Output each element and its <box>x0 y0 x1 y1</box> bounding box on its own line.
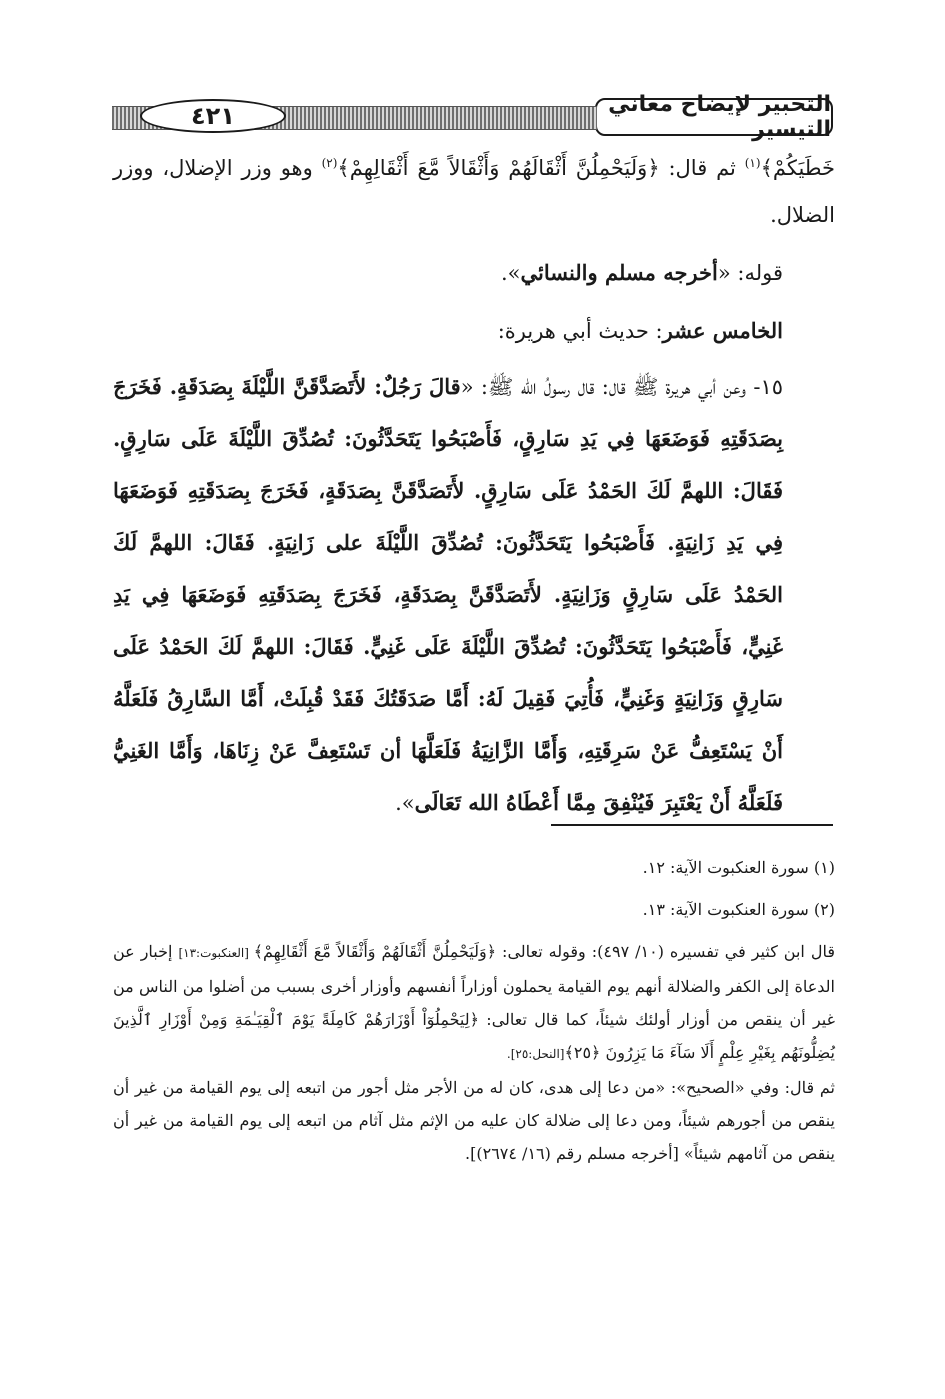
hadith-intro: ١٥- وعن أبي هريرة ﷺ قال: قال رسولُ الله ﷺ: « <box>460 375 783 399</box>
footnote-1: (١) سورة العنكبوت الآية: ١٢. <box>642 858 835 877</box>
footnote-ref-1: (١) <box>744 156 761 170</box>
commentary-1-ref2: [النحل:٢٥]. <box>506 1047 565 1061</box>
qawluh-bold: أخرجه مسلم والنسائي <box>520 260 718 285</box>
qawluh-paragraph <box>113 249 835 297</box>
section-number: الخامس عشر <box>662 318 783 343</box>
footnotes <box>113 851 835 1170</box>
commentary-1-ref: [العنكبوت:١٣] <box>178 946 254 960</box>
qawluh-suffix: ». <box>500 261 521 285</box>
qawluh-prefix: قوله: « <box>717 261 783 285</box>
section-title: : حديث أبي هريرة: <box>497 319 663 343</box>
hadith-text: قالَ رَجُلٌ: لأَتَصَدَّقَنَّ اللَّيْلَةَ بِصَدَقَةٍ. فَخَرَجَ بِصَدَقَتِهِ فَوَضَعَهَا فِي يَدِ سَارِقٍ، فَأَصْبَحُوا يَتَحَدَّثُونَ: تُصُدِّقَ اللَّيْلَةَ عَلَى سَارِقٍ. فَقَالَ: اللهمَّ لَكَ الحَمْدُ عَلَى سَارِقٍ. لأَتَصَدَّقَنَّ بِصَدَقَةٍ، فَخَرَجَ بِصَدَقَتِهِ فَوَضَعَهَا فِي يَدِ زَانِيَةٍ. فَأَصْبَحُوا يَتَحَدَّثُونَ: تُصُدِّقَ اللَّيْلَةَ على زَانِيَةٍ. فَقَالَ: اللهمَّ لَكَ الحَمْدُ عَلَى سَارِقٍ وَزَانِيَةٍ. لأَتَصَدَّقَنَّ بِصَدَقَةٍ، فَخَرَجَ بِصَدَقَتِهِ فَوَضَعَهَا فِي يَدِ غَنِيٍّ، فَأَصْبَحُوا يَتَحَدَّثُونَ: تُصُدِّقَ اللَّيْلَةَ عَلَى غَنِيٍّ. فَقَالَ: اللهمَّ لَكَ الحَمْدُ عَلَى سَارِقٍ وَزَانِيَةٍ وَغَنِيٍّ، فَأُتِيَ فَقِيلَ لَهُ: أَمَّا صَدَقَتُكَ فَقَدْ قُبِلَتْ، أَمَّا السَّارِقُ فَلَعَلَّهُ أَنْ يَسْتَعِفُّ عَنْ سَرِقَتِهِ، وَأَمَّا الزَّانِيَةُ فَلَعَلَّهَا أن تَسْتَعِفَّ عَنْ زِنَاهَا، وَأَمَّا الغَنِيُّ فَلَعَلَّهُ أَنْ يَعْتَبِرَ فَيُنْفِقَ مِمَّا أَعْطَاهُ الله تَعَالَى <box>113 374 783 815</box>
text-thumma-qal: ثم قال: <box>659 156 745 180</box>
commentary-1-a: قال ابن كثير في تفسيره (١٠/ ٤٩٧): وقوله تعالى: <box>496 942 836 961</box>
text-wizr: وهو وزر الإضلال، ووزر الضلال. <box>113 156 835 227</box>
page-number-oval <box>140 99 286 133</box>
hadith-paragraph <box>113 361 835 829</box>
footnote-divider <box>551 824 833 826</box>
commentary-ibn-kathir <box>113 935 835 1071</box>
continuation-paragraph <box>113 145 835 239</box>
footnote-commentary <box>113 935 835 1170</box>
footnote-ref-2: (٢) <box>321 156 338 170</box>
book-title-box <box>595 92 833 142</box>
commentary-1-quran: ﴿وَلَيَحْمِلُنَّ أَثْقَالَهُمْ وَأَثْقَالاً مَّعَ أَثْقَالِهِمْ﴾ <box>253 942 497 961</box>
footnote-2: (٢) سورة العنكبوت الآية: ١٣. <box>642 900 835 919</box>
commentary-1-quran2: ﴿لِيَحْمِلُوٓاْ أَوْزَارَهُمْ كَامِلَةً يَوْمَ ٱلْقِيَـٰمَةِ وَمِنْ أَوْزَارِ ٱلَّذِينَ يُضِلُّونَهُم بِغَيْرِ عِلْمٍ أَلَا سَآءَ مَا يَزِرُونَ ﴿٢٥﴾ <box>113 1010 835 1062</box>
commentary-sahih: ثم قال: وفي «الصحيح»: «من دعا إلى هدى، كان له من الأجر مثل أجور من اتبعه إلى يوم القيامة من غير أن ينقص من أجورهم شيئاً، ومن دعا إلى ضلالة كان عليه من الإثم مثل آثام من اتبعه إلى يوم القيامة من غير أن ينقص من آثامهم شيئاً» [أخرجه مسلم رقم (١٦/ ٢٦٧٤)]. <box>113 1078 835 1163</box>
book-title: التحبير لإيضاح معاني التيسير <box>608 92 831 142</box>
section-heading <box>113 307 835 355</box>
quran-fragment-1: خَطَيَكُمْ﴾ <box>760 156 835 180</box>
page-number: ٤٢١ <box>191 102 235 130</box>
main-text <box>113 145 835 829</box>
quran-verse-13: ﴿وَلَيَحْمِلُنَّ أَثْقَالَهُمْ وَأَثْقَالاً مَّعَ أَثْقَالِهِمْ﴾ <box>337 156 660 180</box>
page-header <box>112 92 833 142</box>
hadith-close: ». <box>395 791 415 815</box>
commentary-1-b: إخبار عن الدعاة إلى الكفر والضلالة أنهم يوم القيامة يحملون أوزاراً أنفسهم وأوزار أخرى بسبب من أضلوا من الناس من غير أن ينقص من أوزار أولئك شيئاً، كما قال تعالى: <box>113 942 836 1029</box>
